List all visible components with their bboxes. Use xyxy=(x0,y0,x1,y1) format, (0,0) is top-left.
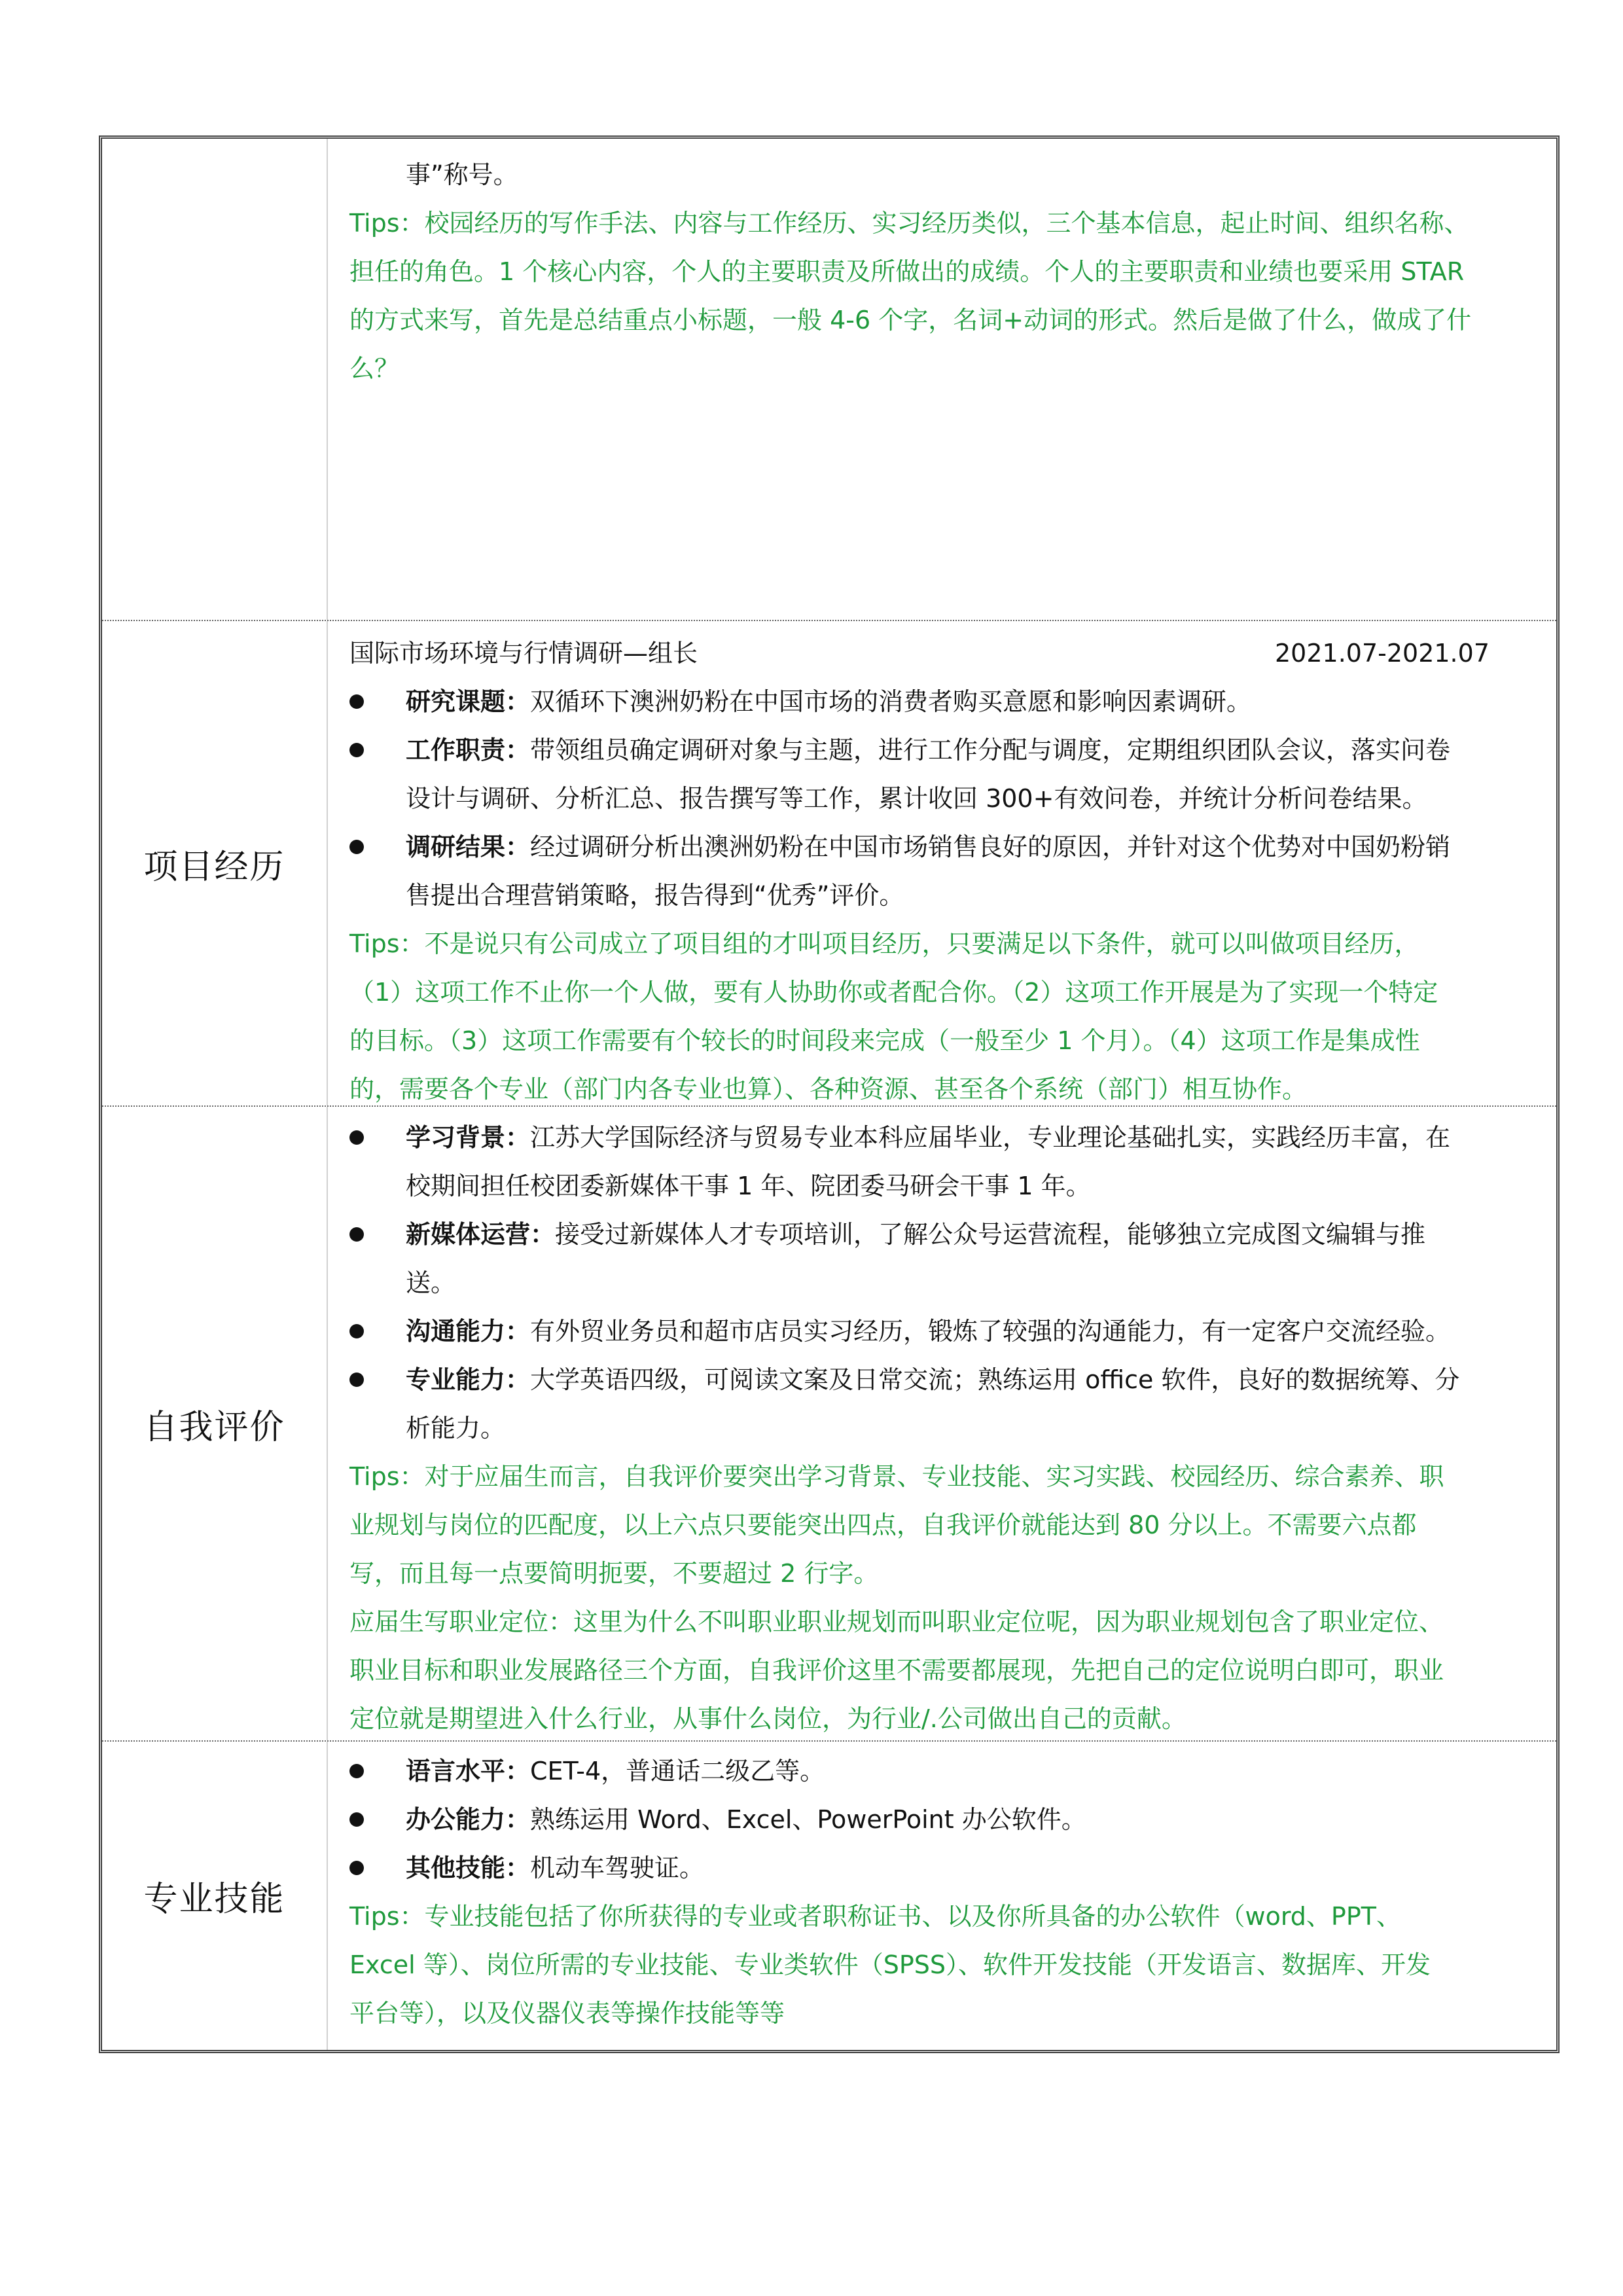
bullet-text: 校期间担任校团委新媒体干事 1 年、院团委马研会干事 1 年。 xyxy=(406,1172,1091,1200)
bullet-text: 售提出合理营销策略，报告得到“优秀”评价。 xyxy=(406,881,904,910)
bullet-term: 研究课题： xyxy=(406,687,531,716)
project-label: 项目经历 xyxy=(102,621,328,1105)
bullet-item xyxy=(349,1844,1542,1892)
bullet-icon xyxy=(349,1861,364,1875)
campus-label-cell xyxy=(102,139,328,620)
bullet-term: 语言水平： xyxy=(406,1757,531,1785)
skills-tips-line: Tips：专业技能包括了你所获得的专业或者职称证书、以及你所具备的办公软件（word、PPT、 xyxy=(349,1902,1401,1931)
bullet-text: 有外贸业务员和超市店员实习经历，锻炼了较强的沟通能力，有一定客户交流经验。 xyxy=(530,1317,1451,1346)
bullet-icon xyxy=(349,1130,364,1145)
skills-tips-line: 平台等），以及仪器仪表等操作技能等等 xyxy=(349,1999,785,2028)
bullet-item xyxy=(349,726,1542,823)
bullet-text: 送。 xyxy=(406,1268,456,1297)
bullet-text: 江苏大学国际经济与贸易专业本科应届毕业，专业理论基础扎实，实践经历丰富，在 xyxy=(530,1123,1451,1152)
project-tips-line: 的，需要各个专业（部门内各专业也算）、各种资源、甚至各个系统（部门）相互协作。 xyxy=(349,1075,1308,1103)
bullet-icon xyxy=(349,1764,364,1778)
bullet-term: 办公能力： xyxy=(406,1805,531,1834)
bullet-text: 带领组员确定调研对象与主题，进行工作分配与调度，定期组织团队会议，落实问卷 xyxy=(530,736,1451,764)
self-eval-label: 自我评价 xyxy=(102,1107,328,1740)
bullet-item xyxy=(349,1747,1542,1795)
campus-tips-line: 担任的角色。1 个核心内容，个人的主要职责及所做出的成绩。个人的主要职责和业绩也要采用 STAR xyxy=(349,257,1465,286)
project-section xyxy=(102,620,1556,1105)
bullet-icon xyxy=(349,1812,364,1827)
campus-continuation-text: 事”称号。 xyxy=(406,160,518,189)
bullet-term: 学习背景： xyxy=(406,1123,531,1152)
self-eval-tips-line: 定位就是期望进入什么行业，从事什么岗位，为行业/.公司做出自己的贡献。 xyxy=(349,1704,1186,1733)
project-content xyxy=(328,621,1556,1105)
skills-section xyxy=(102,1740,1556,2050)
bullet-term: 其他技能： xyxy=(406,1854,531,1882)
self-eval-tips-line: 应届生写职业定位：这里为什么不叫职业职业规划而叫职业定位呢，因为职业规划包含了职业定位、 xyxy=(349,1607,1444,1636)
bullet-icon xyxy=(349,694,364,709)
bullet-text: 经过调研分析出澳洲奶粉在中国市场销售良好的原因，并针对这个优势对中国奶粉销 xyxy=(530,833,1451,861)
bullet-text: CET-4，普通话二级乙等。 xyxy=(530,1757,825,1785)
self-eval-content xyxy=(328,1107,1556,1740)
campus-tips-line: 么？ xyxy=(349,354,400,383)
bullet-item xyxy=(349,1210,1542,1307)
bullet-icon xyxy=(349,1372,364,1387)
self-eval-section xyxy=(102,1105,1556,1740)
self-eval-tips-line: Tips：对于应届生而言，自我评价要突出学习背景、专业技能、实习实践、校园经历、综合素养、职 xyxy=(349,1462,1444,1491)
project-tips-line: Tips：不是说只有公司成立了项目组的才叫项目经历，只要满足以下条件，就可以叫做项目经历， xyxy=(349,929,1419,958)
bullet-item xyxy=(349,1307,1542,1355)
bullet-item xyxy=(349,1113,1542,1210)
skills-tips-line: Excel 等）、岗位所需的专业技能、专业类软件（SPSS）、软件开发技能（开发语言、数据库、开发 xyxy=(349,1950,1431,1979)
project-title: 国际市场环境与行情调研—组长 xyxy=(349,639,698,668)
project-header xyxy=(349,629,1542,677)
bullet-term: 沟通能力： xyxy=(406,1317,531,1346)
bullet-item xyxy=(349,1355,1542,1452)
bullet-text: 接受过新媒体人才专项培训，了解公众号运营流程，能够独立完成图文编辑与推 xyxy=(555,1220,1426,1249)
bullet-text: 设计与调研、分析汇总、报告撰写等工作，累计收回 300+有效问卷，并统计分析问卷结果。 xyxy=(406,784,1427,813)
bullet-text: 熟练运用 Word、Excel、PowerPoint 办公软件。 xyxy=(530,1805,1086,1834)
campus-section xyxy=(102,139,1556,620)
project-date: 2021.07-2021.07 xyxy=(1275,639,1489,668)
bullet-item xyxy=(349,1795,1542,1844)
bullet-text: 大学英语四级，可阅读文案及日常交流；熟练运用 office 软件，良好的数据统筹、分 xyxy=(530,1365,1460,1394)
campus-content xyxy=(328,139,1556,620)
campus-tips-line: Tips：校园经历的写作手法、内容与工作经历、实习经历类似，三个基本信息，起止时间、组织名称、 xyxy=(349,209,1469,238)
bullet-text: 机动车驾驶证。 xyxy=(530,1854,705,1882)
self-eval-tips-line: 职业目标和职业发展路径三个方面，自我评价这里不需要都展现，先把自己的定位说明白即可，职业 xyxy=(349,1656,1444,1685)
resume-table xyxy=(99,135,1560,2053)
bullet-icon xyxy=(349,743,364,757)
skills-content xyxy=(328,1742,1556,2050)
bullet-icon xyxy=(349,1227,364,1242)
bullet-icon xyxy=(349,840,364,854)
bullet-item xyxy=(349,823,1542,920)
project-tips-line: 的目标。（3）这项工作需要有个较长的时间段来完成（一般至少 1 个月）。（4）这项工作是集成性 xyxy=(349,1026,1420,1055)
skills-label: 专业技能 xyxy=(102,1742,328,2050)
bullet-term: 调研结果： xyxy=(406,833,531,861)
campus-tips-line: 的方式来写，首先是总结重点小标题，一般 4-6 个字，名词+动词的形式。然后是做了什么，做成了什 xyxy=(349,306,1472,334)
self-eval-tips-line: 写，而且每一点要简明扼要，不要超过 2 行字。 xyxy=(349,1559,879,1588)
bullet-text: 双循环下澳洲奶粉在中国市场的消费者购买意愿和影响因素调研。 xyxy=(530,687,1252,716)
bullet-term: 新媒体运营： xyxy=(406,1220,556,1249)
bullet-item xyxy=(349,677,1542,726)
self-eval-tips-line: 业规划与岗位的匹配度，以上六点只要能突出四点，自我评价就能达到 80 分以上。不需要六点都 xyxy=(349,1511,1417,1539)
bullet-text: 析能力。 xyxy=(406,1414,506,1443)
bullet-term: 专业能力： xyxy=(406,1365,531,1394)
bullet-term: 工作职责： xyxy=(406,736,531,764)
bullet-icon xyxy=(349,1324,364,1338)
project-tips-line: （1）这项工作不止你一个人做，要有人协助你或者配合你。（2）这项工作开展是为了实现一个特定 xyxy=(349,978,1438,1007)
